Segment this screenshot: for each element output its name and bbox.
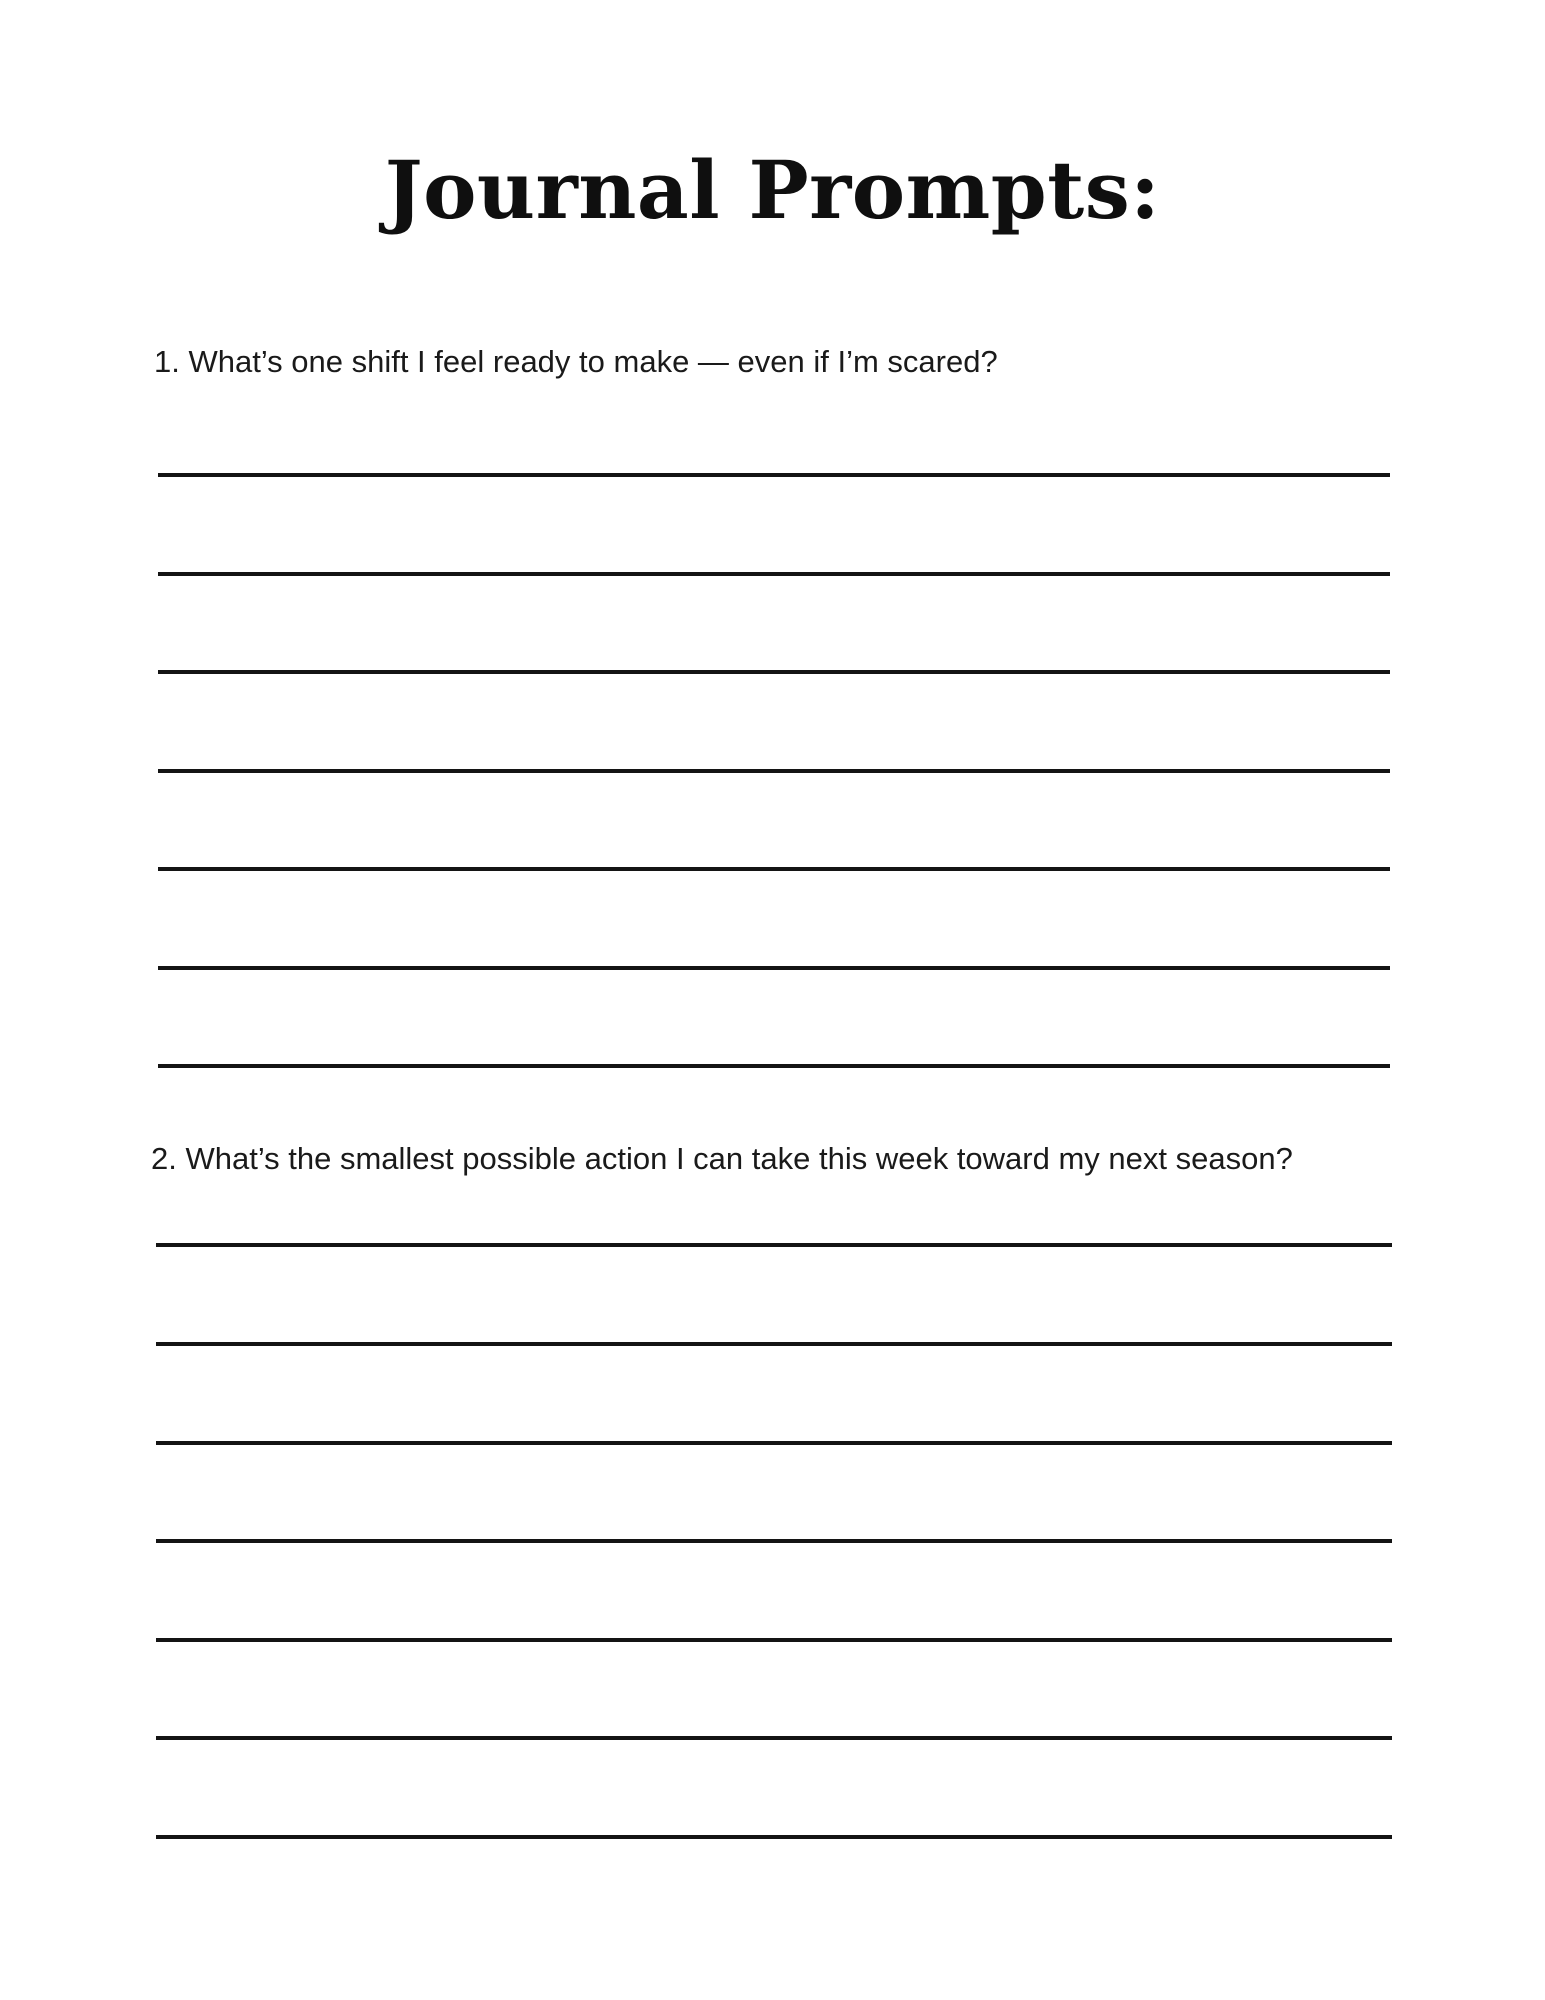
answer-line[interactable] — [156, 1342, 1392, 1346]
answer-line[interactable] — [158, 572, 1390, 576]
answer-line[interactable] — [158, 867, 1390, 871]
prompt-1-text: 1. What’s one shift I feel ready to make — even if I’m scared? — [154, 344, 998, 379]
answer-line[interactable] — [156, 1441, 1392, 1445]
answer-line[interactable] — [158, 966, 1390, 970]
answer-line[interactable] — [156, 1638, 1392, 1642]
answer-line[interactable] — [158, 670, 1390, 674]
answer-line[interactable] — [156, 1736, 1392, 1740]
answer-line[interactable] — [156, 1243, 1392, 1247]
answer-line[interactable] — [156, 1539, 1392, 1543]
answer-line[interactable] — [156, 1835, 1392, 1839]
answer-line[interactable] — [158, 1064, 1390, 1068]
page-title: Journal Prompts: — [384, 143, 1161, 237]
answer-line[interactable] — [158, 769, 1390, 773]
prompt-2-text: 2. What’s the smallest possible action I can take this week toward my next season? — [151, 1141, 1293, 1176]
answer-line[interactable] — [158, 473, 1390, 477]
